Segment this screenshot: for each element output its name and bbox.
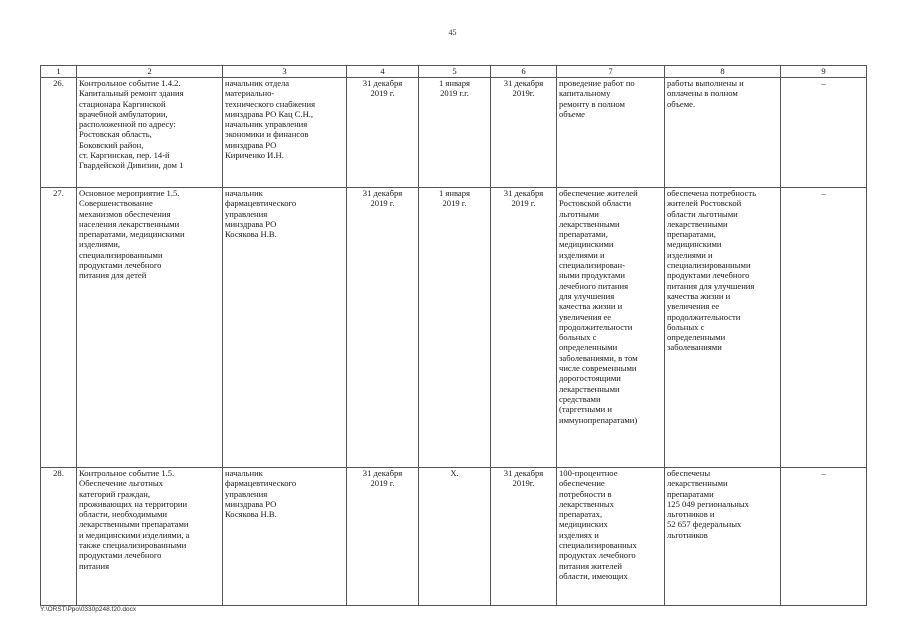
actual-result-line: препаратами xyxy=(667,488,714,499)
actual-result-line: оплачены в полном xyxy=(667,88,738,99)
start-date-line: 1 января xyxy=(438,78,470,88)
actual-result-line: продолжительности xyxy=(667,311,741,322)
responsible-person-line: технического снабжения xyxy=(225,98,316,109)
expected-result xyxy=(557,468,665,606)
expected-result-line: специализирован- xyxy=(559,260,626,271)
start-date-line: 2019 г.г. xyxy=(440,88,469,99)
responsible-person-line: начальник xyxy=(225,188,263,198)
responsible-person xyxy=(223,78,347,188)
event-name-line: ст. Каргинская, пер. 14-й xyxy=(79,150,170,161)
responsible-person-line: управления xyxy=(225,208,268,219)
event-name-line: населения лекарственными xyxy=(79,218,180,229)
expected-result-line: ремонту в полном xyxy=(559,98,625,109)
responsible-person-line: экономики и финансов xyxy=(225,129,309,140)
event-name-line: Контрольное событие 1.4.2. xyxy=(79,78,181,88)
end-date xyxy=(491,188,557,468)
actual-result-line: медицинскими xyxy=(667,239,722,250)
responsible-person-line: фармацевтического xyxy=(225,478,297,489)
actual-result-line: обеспечены xyxy=(667,468,711,478)
event-name-line: Контрольное событие 1.5. xyxy=(79,468,175,478)
expected-result-line: продолжительности xyxy=(559,321,633,332)
event-name-line: продуктами лечебного xyxy=(79,260,162,271)
column-header: 9 xyxy=(781,66,867,78)
end-date xyxy=(491,78,557,188)
responsible-person-line: материально- xyxy=(225,88,275,99)
actual-result-line: препаратами, xyxy=(667,229,716,240)
planned-date-line: 2019 г. xyxy=(370,478,395,489)
event-name-line: также специализированными xyxy=(79,540,187,551)
page-number: 45 xyxy=(448,28,457,37)
event-name-line: области, необходимыми xyxy=(79,509,168,520)
planned-date-line: 31 декабря xyxy=(362,188,403,198)
column-header: 5 xyxy=(419,66,491,78)
responsible-person xyxy=(223,468,347,606)
column-header: 4 xyxy=(347,66,419,78)
event-name-line: питания для детей xyxy=(79,270,147,281)
expected-result-line: препаратах, xyxy=(559,509,603,520)
actual-result-line: определенными xyxy=(667,332,726,343)
planned-date xyxy=(347,468,419,606)
expected-result-line: определенными xyxy=(559,342,618,353)
end-date-line: 2019г. xyxy=(512,88,535,99)
column-header: 3 xyxy=(223,66,347,78)
event-name-line: лекарственными препаратами xyxy=(79,519,189,530)
actual-result-line: объеме. xyxy=(667,98,696,109)
expected-result-line: заболеваниями, в том xyxy=(559,352,638,363)
event-name-line: Гвардейской Дивизии, дом 1 xyxy=(79,160,184,171)
event-name-line: расположенной по адресу: xyxy=(79,119,176,130)
expected-result-line: области, имеющих xyxy=(559,570,628,581)
column-header: 1 xyxy=(41,66,77,78)
expected-result-line: питания жителей xyxy=(559,560,622,571)
responsible-person-line: Кириченко И.Н. xyxy=(225,150,284,161)
row-number: 26. xyxy=(41,78,77,188)
expected-result-line: обеспечение жителей xyxy=(559,188,638,198)
report-table xyxy=(40,65,867,606)
responsible-person xyxy=(223,188,347,468)
event-name-line: продуктами лечебного xyxy=(79,550,162,561)
event-name-line: механизмов обеспечения xyxy=(79,208,171,219)
actual-result xyxy=(665,188,781,468)
expected-result-line: лекарственными xyxy=(559,218,620,229)
column-header: 2 xyxy=(77,66,223,78)
actual-result-line: увеличения ее xyxy=(667,301,720,312)
expected-result-line: лекарственными xyxy=(559,383,620,394)
responsible-person-line: начальник отдела xyxy=(225,78,290,88)
actual-result-line: питания для улучшения xyxy=(667,280,755,291)
start-date-line: Х. xyxy=(450,468,459,478)
responsible-person-line: начальник xyxy=(225,468,263,478)
event-name-line: Ростовская область, xyxy=(79,129,152,140)
actual-result-line: области льготными xyxy=(667,208,738,219)
event-name-line: Боковский район, xyxy=(79,139,144,150)
end-date-line: 31 декабря xyxy=(503,78,544,88)
column-header: 7 xyxy=(557,66,665,78)
expected-result-line: капитальному xyxy=(559,88,611,99)
event-name xyxy=(77,188,223,468)
planned-date-line: 31 декабря xyxy=(362,468,403,478)
expected-result-line: льготными xyxy=(559,208,599,219)
responsible-person-line: минздрава РО xyxy=(225,218,277,229)
start-date-line: 1 января xyxy=(438,188,470,198)
expected-result-line: медицинских xyxy=(559,519,608,530)
end-date-line: 31 декабря xyxy=(503,468,544,478)
actual-result-line: специализированными xyxy=(667,260,751,271)
event-name xyxy=(77,78,223,188)
expected-result-line: Ростовской области xyxy=(559,198,632,209)
expected-result-line: изделиях и xyxy=(559,529,599,540)
event-name-line: проживающих на территории xyxy=(79,498,188,509)
event-name-line: Совершенствование xyxy=(79,198,153,209)
start-date xyxy=(419,468,491,606)
expected-result-line: увеличения ее xyxy=(559,311,612,322)
actual-result-line: работы выполнены и xyxy=(667,78,744,88)
end-date-line: 2019 г. xyxy=(511,198,536,209)
actual-result-line: льготников и xyxy=(667,509,715,520)
row-number: 28. xyxy=(41,468,77,606)
start-date xyxy=(419,78,491,188)
expected-result-line: качества жизни и xyxy=(559,301,623,312)
actual-result-line: льготников xyxy=(667,529,708,540)
event-name-line: специализированными xyxy=(79,249,163,260)
event-name-line: Капитальный ремонт здания xyxy=(79,88,184,99)
event-name-line: питания xyxy=(79,560,110,571)
expected-result-line: изделиями и xyxy=(559,249,605,260)
expected-result-line: медицинскими xyxy=(559,239,614,250)
responsible-person-line: управления xyxy=(225,488,268,499)
expected-result xyxy=(557,188,665,468)
table-row xyxy=(41,78,867,188)
expected-result-line: продуктах лечебного xyxy=(559,550,636,561)
notes: – xyxy=(781,78,867,188)
expected-result-line: лечебного питания xyxy=(559,280,629,291)
responsible-person-line: начальник управления xyxy=(225,119,308,130)
end-date-line: 31 декабря xyxy=(503,188,544,198)
expected-result-line: лекарственных xyxy=(559,498,614,509)
actual-result-line: продуктами лечебного xyxy=(667,270,750,281)
table-row xyxy=(41,468,867,606)
planned-date-line: 2019 г. xyxy=(370,88,395,99)
actual-result-line: больных с xyxy=(667,321,705,332)
actual-result-line: лекарственными xyxy=(667,478,728,489)
event-name-line: стационара Каргинской xyxy=(79,98,166,109)
responsible-person-line: Косякова Н.В. xyxy=(225,509,277,520)
actual-result-line: заболеваниями xyxy=(667,342,722,353)
event-name-line: и медицинскими изделиями, а xyxy=(79,529,190,540)
header-row xyxy=(41,66,867,78)
row-number: 27. xyxy=(41,188,77,468)
actual-result-line: качества жизни и xyxy=(667,290,731,301)
column-header: 6 xyxy=(491,66,557,78)
expected-result-line: дорогостоящими xyxy=(559,373,621,384)
end-date-line: 2019г. xyxy=(512,478,535,489)
notes: – xyxy=(781,188,867,468)
event-name-line: врачебной амбулатории, xyxy=(79,108,168,119)
table-row xyxy=(41,188,867,468)
expected-result-line: обеспечение xyxy=(559,478,605,489)
expected-result-line: объеме xyxy=(559,108,585,119)
actual-result-line: 52 657 федеральных xyxy=(667,519,742,530)
actual-result-line: лекарственными xyxy=(667,218,728,229)
event-name xyxy=(77,468,223,606)
end-date xyxy=(491,468,557,606)
expected-result-line: потребности в xyxy=(559,488,612,499)
start-date xyxy=(419,188,491,468)
actual-result xyxy=(665,78,781,188)
expected-result-line: специализированных xyxy=(559,540,637,551)
event-name-line: Основное мероприятие 1.5. xyxy=(79,188,180,198)
table-body xyxy=(41,78,867,606)
event-name-line: препаратами, медицинскими xyxy=(79,229,185,240)
planned-date xyxy=(347,78,419,188)
expected-result-line: средствами xyxy=(559,393,601,404)
expected-result xyxy=(557,78,665,188)
expected-result-line: числе современными xyxy=(559,363,637,374)
start-date-line: 2019 г. xyxy=(442,198,467,209)
file-path-footer: Y:\ORST\Ppo\0330p248.f20.docx xyxy=(40,606,137,613)
expected-result-line: (таргетными и xyxy=(559,404,612,415)
responsible-person-line: минздрава РО xyxy=(225,139,277,150)
expected-result-line: проведение работ по xyxy=(559,78,635,88)
event-name-line: изделиями, xyxy=(79,239,121,250)
responsible-person-line: фармацевтического xyxy=(225,198,297,209)
actual-result xyxy=(665,468,781,606)
responsible-person-line: минздрава РО xyxy=(225,498,277,509)
actual-result-line: изделиями и xyxy=(667,249,713,260)
event-name-line: Обеспечение льготных xyxy=(79,478,163,489)
expected-result-line: препаратами, xyxy=(559,229,608,240)
expected-result-line: иммунопрепаратами) xyxy=(559,414,638,425)
column-header: 8 xyxy=(665,66,781,78)
expected-result-line: 100-процентное xyxy=(559,468,618,478)
notes: – xyxy=(781,468,867,606)
expected-result-line: больных с xyxy=(559,332,597,343)
actual-result-line: 125 049 региональных xyxy=(667,498,749,509)
actual-result-line: обеспечена потребность xyxy=(667,188,757,198)
actual-result-line: жителей Ростовской xyxy=(667,198,742,209)
event-name-line: категорий граждан, xyxy=(79,488,150,499)
expected-result-line: ными продуктами xyxy=(559,270,625,281)
responsible-person-line: Косякова Н.В. xyxy=(225,229,277,240)
planned-date-line: 31 декабря xyxy=(362,78,403,88)
planned-date-line: 2019 г. xyxy=(370,198,395,209)
expected-result-line: для улучшения xyxy=(559,290,615,301)
responsible-person-line: минздрава РО Кац С.Н., xyxy=(225,108,314,119)
planned-date xyxy=(347,188,419,468)
